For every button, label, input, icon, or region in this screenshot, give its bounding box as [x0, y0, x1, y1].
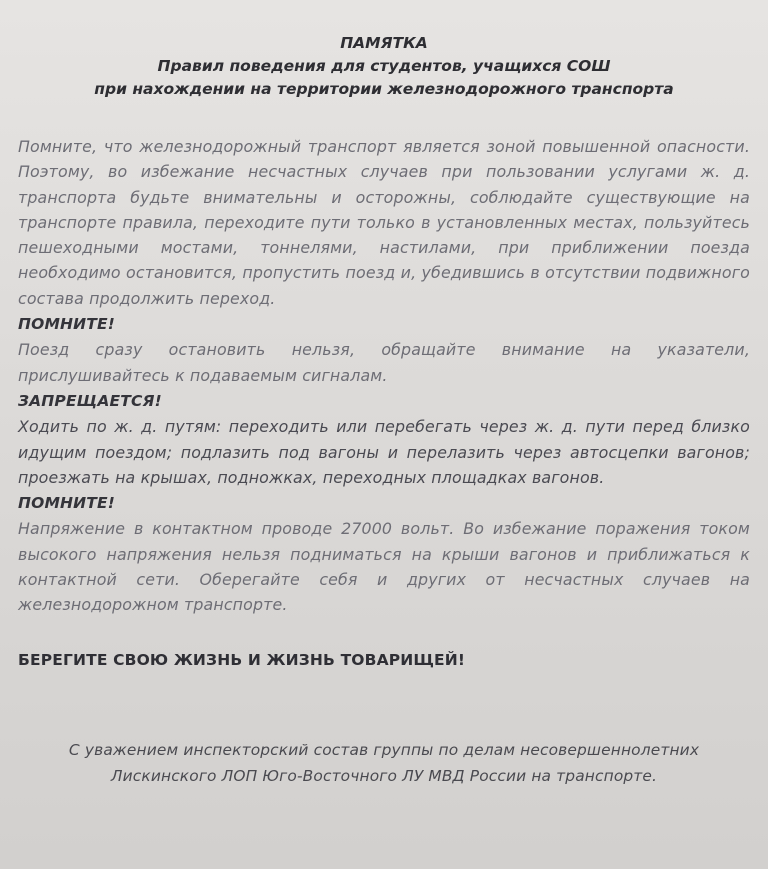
section-label-remember-2: ПОМНИТЕ!: [18, 494, 115, 513]
document-subtitle-line1: Правил поведения для студентов, учащихся СОШ: [157, 57, 611, 75]
document-body: [18, 134, 750, 789]
section-label-remember-1: ПОМНИТЕ!: [18, 315, 115, 334]
section-text-prohibited: Ходить по ж. д. путям: переходить или перебегать через ж. д. пути перед близко идущим поездом; подлазить под вагоны и перелазить через автосцепки вагонов; проезжать на крышах, подножках, переходных площадках вагонов.: [18, 417, 750, 487]
intro-paragraph: Помните, что железнодорожный транспорт является зоной повышенной опасности. Поэтому, во избежание несчастных случаев при пользовании услугами ж. д. транспорта будьте внимательны и осторожны, соблюдайте существующие на транспорте правила, переходите пути только в установленных местах, пользуйтесь пешеходными мостами, тоннелями, настилами, при приближении поезда необходимо остановится, пропустить поезд и, убедившись в отсутствии подвижного состава продолжить переход.: [18, 137, 750, 308]
document-header: [18, 32, 750, 101]
section-label-prohibited: ЗАПРЕЩАЕТСЯ!: [18, 391, 162, 410]
signature-block: [18, 737, 750, 789]
signature-line1: С уважением инспекторский состав группы по делам несовершеннолетних: [68, 740, 700, 759]
document-subtitle-line2: при нахождении на территории железнодорожного транспорта: [94, 80, 674, 98]
signature-line2: Лискинского ЛОП Юго-Восточного ЛУ МВД России на транспорте.: [110, 766, 658, 785]
document-title: ПАМЯТКА: [340, 34, 428, 52]
section-text-remember-1: Поезд сразу остановить нельзя, обращайте внимание на указатели, прислушивайтесь к подаваемым сигналам.: [18, 340, 750, 385]
section-text-remember-2: Напряжение в контактном проводе 27000 вольт. Во избежание поражения током высокого напряжения нельзя подниматься на крыши вагонов и приближаться к контактной сети. Оберегайте себя и других от несчастных случаев на железнодорожном транспорте.: [18, 519, 750, 615]
closing-statement: БЕРЕГИТЕ СВОЮ ЖИЗНЬ И ЖИЗНЬ ТОВАРИЩЕЙ!: [18, 650, 466, 669]
